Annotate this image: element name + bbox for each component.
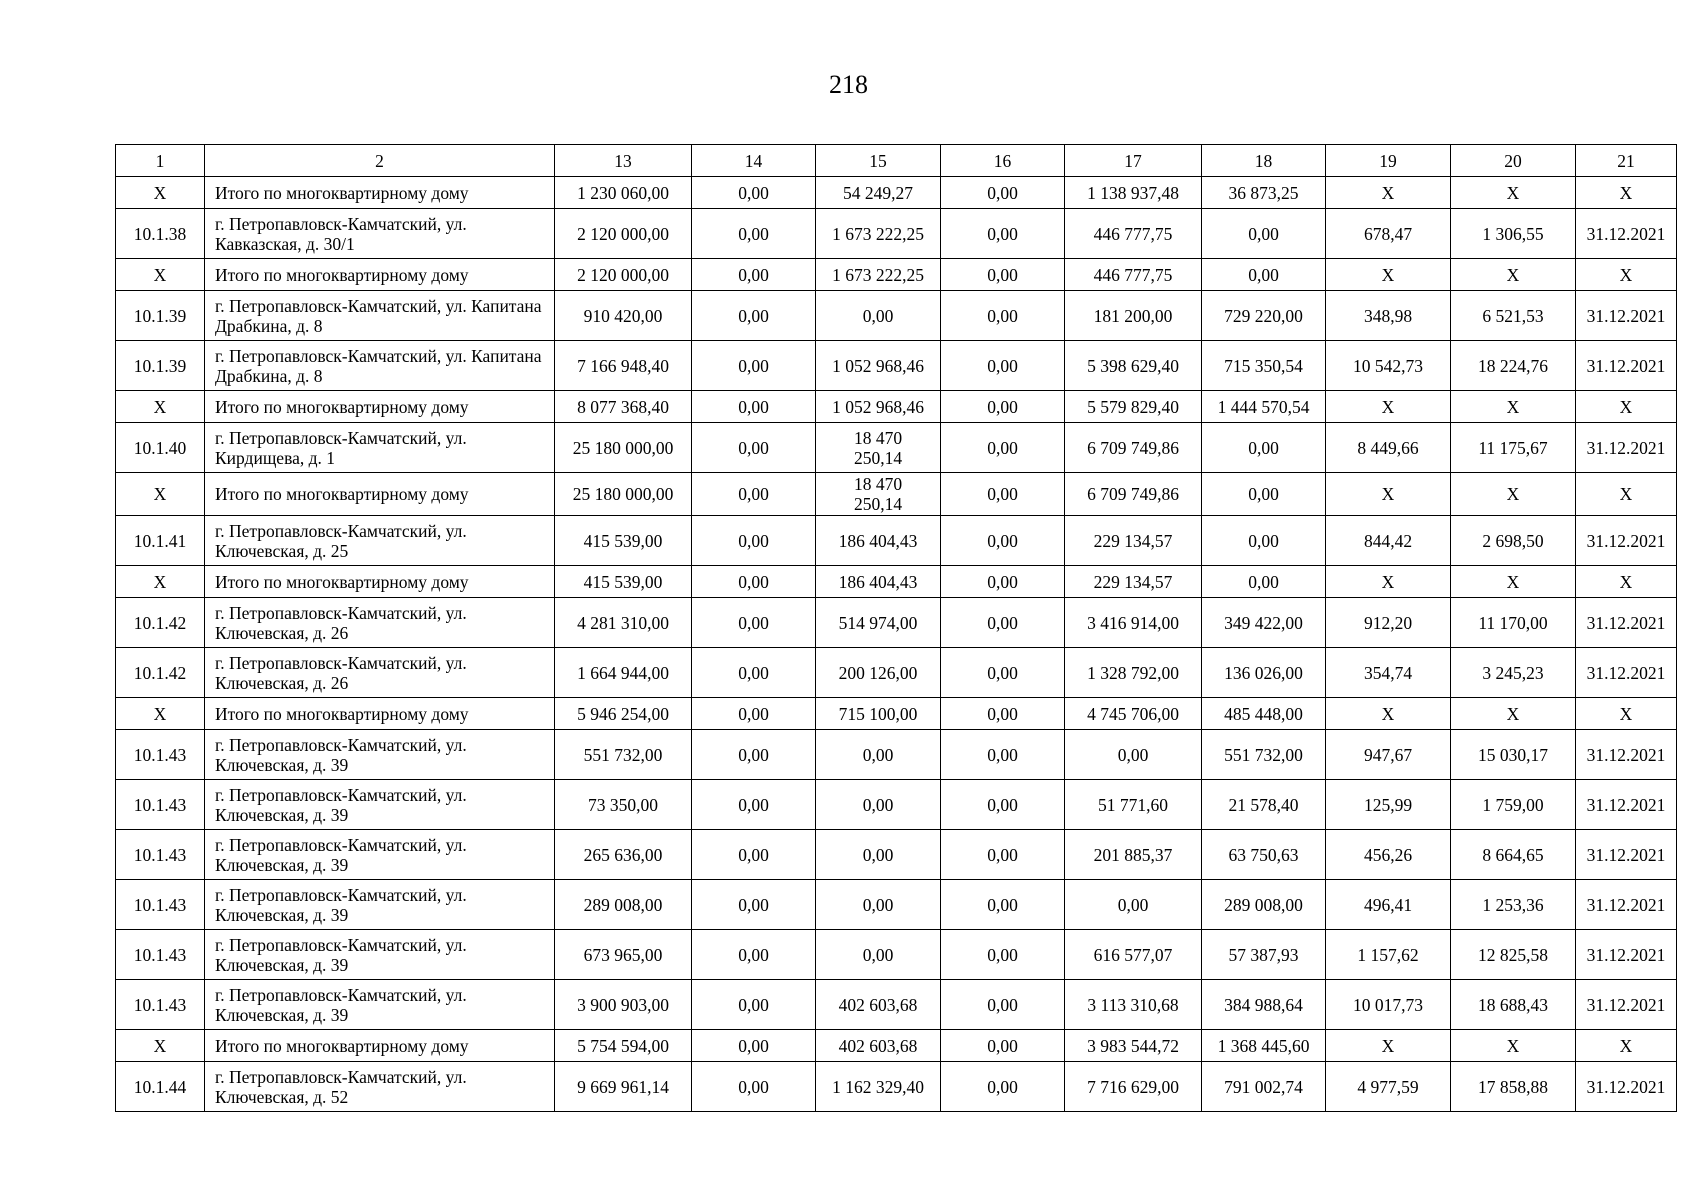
table-cell: 1 444 570,54 bbox=[1202, 391, 1326, 423]
table-cell: 7 716 629,00 bbox=[1065, 1062, 1202, 1112]
table-cell: 186 404,43 bbox=[816, 566, 941, 598]
table-cell: 0,00 bbox=[692, 177, 816, 209]
table-cell: 348,98 bbox=[1326, 291, 1451, 341]
table-row bbox=[116, 780, 1677, 830]
address-cell: г. Петропавловск-Камчатский, ул. Ключевская, д. 26 bbox=[205, 648, 555, 698]
table-cell: 289 008,00 bbox=[555, 880, 692, 930]
table-cell: 265 636,00 bbox=[555, 830, 692, 880]
table-cell: 10.1.44 bbox=[116, 1062, 205, 1112]
table-cell: 0,00 bbox=[692, 780, 816, 830]
table-cell: 229 134,57 bbox=[1065, 516, 1202, 566]
table-cell: 402 603,68 bbox=[816, 1030, 941, 1062]
table-cell: 10.1.43 bbox=[116, 830, 205, 880]
table-cell: 0,00 bbox=[816, 291, 941, 341]
table-cell: 0,00 bbox=[692, 259, 816, 291]
table-cell: 1 759,00 bbox=[1451, 780, 1576, 830]
table-cell: 31.12.2021 bbox=[1576, 730, 1677, 780]
address-cell: г. Петропавловск-Камчатский, ул. Капитана Драбкина, д. 8 bbox=[205, 341, 555, 391]
table-cell: 0,00 bbox=[816, 930, 941, 980]
table-cell: X bbox=[1576, 698, 1677, 730]
table-row bbox=[116, 730, 1677, 780]
address-cell: Итого по многоквартирному дому bbox=[205, 566, 555, 598]
table-cell: 1 162 329,40 bbox=[816, 1062, 941, 1112]
table-cell: X bbox=[1451, 698, 1576, 730]
table-cell: 0,00 bbox=[692, 423, 816, 473]
table-cell: 0,00 bbox=[692, 391, 816, 423]
data-table bbox=[115, 144, 1677, 1112]
column-header: 19 bbox=[1326, 145, 1451, 177]
table-cell: 1 328 792,00 bbox=[1065, 648, 1202, 698]
address-cell: Итого по многоквартирному дому bbox=[205, 391, 555, 423]
total-row bbox=[116, 177, 1677, 209]
table-cell: 8 077 368,40 bbox=[555, 391, 692, 423]
table-cell: X bbox=[1451, 259, 1576, 291]
table-row bbox=[116, 598, 1677, 648]
address-cell: г. Петропавловск-Камчатский, ул. Кирдищева, д. 1 bbox=[205, 423, 555, 473]
table-cell: 0,00 bbox=[692, 291, 816, 341]
table-cell: X bbox=[1576, 1030, 1677, 1062]
table-cell: 229 134,57 bbox=[1065, 566, 1202, 598]
table-cell: 200 126,00 bbox=[816, 648, 941, 698]
address-cell: г. Петропавловск-Камчатский, ул. Ключевская, д. 39 bbox=[205, 830, 555, 880]
table-cell: 551 732,00 bbox=[1202, 730, 1326, 780]
table-cell: 6 521,53 bbox=[1451, 291, 1576, 341]
table-cell: 0,00 bbox=[1065, 730, 1202, 780]
table-cell: 0,00 bbox=[941, 291, 1065, 341]
column-header: 1 bbox=[116, 145, 205, 177]
table-cell: 456,26 bbox=[1326, 830, 1451, 880]
table-cell: 31.12.2021 bbox=[1576, 423, 1677, 473]
table-row bbox=[116, 1062, 1677, 1112]
table-cell: 1 306,55 bbox=[1451, 209, 1576, 259]
table-cell: 415 539,00 bbox=[555, 566, 692, 598]
table-cell: 25 180 000,00 bbox=[555, 423, 692, 473]
table-cell: X bbox=[1326, 473, 1451, 516]
column-header: 15 bbox=[816, 145, 941, 177]
table-cell: 0,00 bbox=[1202, 566, 1326, 598]
table-cell: 12 825,58 bbox=[1451, 930, 1576, 980]
table-cell: 8 664,65 bbox=[1451, 830, 1576, 880]
table-cell: 0,00 bbox=[941, 598, 1065, 648]
table-cell: 0,00 bbox=[692, 648, 816, 698]
address-cell: г. Петропавловск-Камчатский, ул. Ключевская, д. 39 bbox=[205, 980, 555, 1030]
table-cell: 496,41 bbox=[1326, 880, 1451, 930]
table-cell: 1 052 968,46 bbox=[816, 341, 941, 391]
table-cell: X bbox=[1326, 566, 1451, 598]
address-cell: г. Петропавловск-Камчатский, ул. Ключевская, д. 25 bbox=[205, 516, 555, 566]
table-cell: 384 988,64 bbox=[1202, 980, 1326, 1030]
table-cell: 514 974,00 bbox=[816, 598, 941, 648]
table-cell: 10.1.42 bbox=[116, 598, 205, 648]
table-cell: 7 166 948,40 bbox=[555, 341, 692, 391]
table-cell: 0,00 bbox=[941, 930, 1065, 980]
table-cell: 10.1.43 bbox=[116, 730, 205, 780]
table-cell: 10.1.39 bbox=[116, 341, 205, 391]
table-cell: 844,42 bbox=[1326, 516, 1451, 566]
table-cell: 0,00 bbox=[692, 516, 816, 566]
table-cell: 485 448,00 bbox=[1202, 698, 1326, 730]
table-cell: 10.1.43 bbox=[116, 880, 205, 930]
table-row bbox=[116, 880, 1677, 930]
table-cell: 1 052 968,46 bbox=[816, 391, 941, 423]
table-cell: 10.1.43 bbox=[116, 930, 205, 980]
table-cell: 616 577,07 bbox=[1065, 930, 1202, 980]
table-cell: X bbox=[116, 698, 205, 730]
table-cell: 18 470 250,14 bbox=[816, 473, 941, 516]
table-cell: 0,00 bbox=[941, 516, 1065, 566]
column-header: 17 bbox=[1065, 145, 1202, 177]
table-cell: 10.1.42 bbox=[116, 648, 205, 698]
address-cell: Итого по многоквартирному дому bbox=[205, 177, 555, 209]
table-cell: 0,00 bbox=[941, 980, 1065, 1030]
table-cell: X bbox=[1326, 391, 1451, 423]
table-cell: 31.12.2021 bbox=[1576, 291, 1677, 341]
table-cell: 673 965,00 bbox=[555, 930, 692, 980]
table-cell: X bbox=[1326, 259, 1451, 291]
table-cell: 0,00 bbox=[941, 1062, 1065, 1112]
address-cell: г. Петропавловск-Камчатский, ул. Ключевская, д. 26 bbox=[205, 598, 555, 648]
table-cell: X bbox=[1576, 259, 1677, 291]
table-cell: 715 100,00 bbox=[816, 698, 941, 730]
table-row bbox=[116, 291, 1677, 341]
table-cell: 73 350,00 bbox=[555, 780, 692, 830]
table-cell: X bbox=[1451, 473, 1576, 516]
table-cell: 0,00 bbox=[941, 880, 1065, 930]
table-cell: X bbox=[1576, 391, 1677, 423]
table-cell: X bbox=[1326, 698, 1451, 730]
table-cell: 402 603,68 bbox=[816, 980, 941, 1030]
table-cell: 10.1.43 bbox=[116, 980, 205, 1030]
table-cell: 0,00 bbox=[941, 473, 1065, 516]
table-cell: X bbox=[1451, 1030, 1576, 1062]
table-cell: 36 873,25 bbox=[1202, 177, 1326, 209]
table-cell: 4 281 310,00 bbox=[555, 598, 692, 648]
table-row bbox=[116, 209, 1677, 259]
table-cell: 0,00 bbox=[941, 177, 1065, 209]
table-cell: 0,00 bbox=[692, 341, 816, 391]
table-cell: X bbox=[116, 177, 205, 209]
address-cell: г. Петропавловск-Камчатский, ул. Ключевская, д. 39 bbox=[205, 880, 555, 930]
table-cell: 0,00 bbox=[1202, 473, 1326, 516]
table-cell: 3 983 544,72 bbox=[1065, 1030, 1202, 1062]
table-cell: 31.12.2021 bbox=[1576, 880, 1677, 930]
table-cell: 0,00 bbox=[816, 830, 941, 880]
total-row bbox=[116, 566, 1677, 598]
total-row bbox=[116, 259, 1677, 291]
table-cell: 1 673 222,25 bbox=[816, 209, 941, 259]
table-cell: X bbox=[1576, 473, 1677, 516]
table-cell: 0,00 bbox=[941, 830, 1065, 880]
table-cell: X bbox=[1451, 391, 1576, 423]
table-cell: 31.12.2021 bbox=[1576, 598, 1677, 648]
table-cell: 31.12.2021 bbox=[1576, 516, 1677, 566]
table-cell: 1 253,36 bbox=[1451, 880, 1576, 930]
page-number: 218 bbox=[829, 70, 868, 99]
table-cell: 0,00 bbox=[816, 730, 941, 780]
table-cell: 0,00 bbox=[692, 473, 816, 516]
table-cell: 5 398 629,40 bbox=[1065, 341, 1202, 391]
table-cell: 0,00 bbox=[692, 1030, 816, 1062]
table-cell: 1 368 445,60 bbox=[1202, 1030, 1326, 1062]
table-row bbox=[116, 648, 1677, 698]
column-header: 2 bbox=[205, 145, 555, 177]
table-cell: 0,00 bbox=[692, 930, 816, 980]
table-cell: 0,00 bbox=[692, 980, 816, 1030]
table-cell: 10.1.39 bbox=[116, 291, 205, 341]
column-header: 18 bbox=[1202, 145, 1326, 177]
table-cell: 0,00 bbox=[816, 880, 941, 930]
table-cell: 0,00 bbox=[692, 566, 816, 598]
table-cell: 136 026,00 bbox=[1202, 648, 1326, 698]
table-cell: 186 404,43 bbox=[816, 516, 941, 566]
table-cell: 31.12.2021 bbox=[1576, 980, 1677, 1030]
table-cell: 18 688,43 bbox=[1451, 980, 1576, 1030]
table-cell: 18 224,76 bbox=[1451, 341, 1576, 391]
table-row bbox=[116, 341, 1677, 391]
table-cell: 201 885,37 bbox=[1065, 830, 1202, 880]
table-cell: 0,00 bbox=[941, 391, 1065, 423]
table-cell: 9 669 961,14 bbox=[555, 1062, 692, 1112]
column-header: 21 bbox=[1576, 145, 1677, 177]
table-cell: 791 002,74 bbox=[1202, 1062, 1326, 1112]
table-cell: 289 008,00 bbox=[1202, 880, 1326, 930]
table-cell: 0,00 bbox=[941, 209, 1065, 259]
table-row bbox=[116, 980, 1677, 1030]
table-cell: 11 175,67 bbox=[1451, 423, 1576, 473]
table-cell: 0,00 bbox=[941, 566, 1065, 598]
table-cell: 8 449,66 bbox=[1326, 423, 1451, 473]
table-cell: 21 578,40 bbox=[1202, 780, 1326, 830]
table-cell: 0,00 bbox=[1202, 423, 1326, 473]
table-cell: X bbox=[116, 566, 205, 598]
table-cell: 0,00 bbox=[941, 648, 1065, 698]
table-cell: 0,00 bbox=[941, 341, 1065, 391]
address-cell: Итого по многоквартирному дому bbox=[205, 259, 555, 291]
table-cell: 0,00 bbox=[1202, 209, 1326, 259]
table-cell: 10.1.40 bbox=[116, 423, 205, 473]
table-cell: 51 771,60 bbox=[1065, 780, 1202, 830]
table-cell: 0,00 bbox=[1065, 880, 1202, 930]
table-cell: 31.12.2021 bbox=[1576, 341, 1677, 391]
table-cell: 4 977,59 bbox=[1326, 1062, 1451, 1112]
table-cell: 0,00 bbox=[692, 730, 816, 780]
table-cell: 349 422,00 bbox=[1202, 598, 1326, 648]
table-cell: 0,00 bbox=[941, 698, 1065, 730]
table-cell: 4 745 706,00 bbox=[1065, 698, 1202, 730]
table-cell: X bbox=[116, 391, 205, 423]
column-header: 20 bbox=[1451, 145, 1576, 177]
table-cell: 0,00 bbox=[941, 1030, 1065, 1062]
table-cell: 0,00 bbox=[941, 423, 1065, 473]
table-cell: 1 157,62 bbox=[1326, 930, 1451, 980]
address-cell: г. Петропавловск-Камчатский, ул. Ключевская, д. 39 bbox=[205, 930, 555, 980]
table-cell: 25 180 000,00 bbox=[555, 473, 692, 516]
table-cell: 1 138 937,48 bbox=[1065, 177, 1202, 209]
table-cell: 31.12.2021 bbox=[1576, 830, 1677, 880]
table-cell: 415 539,00 bbox=[555, 516, 692, 566]
table-cell: 0,00 bbox=[692, 598, 816, 648]
table-cell: 125,99 bbox=[1326, 780, 1451, 830]
table-cell: 10.1.38 bbox=[116, 209, 205, 259]
table-cell: 446 777,75 bbox=[1065, 259, 1202, 291]
table-cell: 31.12.2021 bbox=[1576, 1062, 1677, 1112]
table-cell: 0,00 bbox=[941, 259, 1065, 291]
table-cell: 0,00 bbox=[1202, 516, 1326, 566]
table-cell: 31.12.2021 bbox=[1576, 780, 1677, 830]
table-cell: 11 170,00 bbox=[1451, 598, 1576, 648]
table-cell: X bbox=[116, 473, 205, 516]
table-cell: 18 470 250,14 bbox=[816, 423, 941, 473]
table-cell: 5 579 829,40 bbox=[1065, 391, 1202, 423]
table-cell: 0,00 bbox=[692, 880, 816, 930]
table-cell: 1 664 944,00 bbox=[555, 648, 692, 698]
table-cell: 729 220,00 bbox=[1202, 291, 1326, 341]
table-cell: 0,00 bbox=[941, 780, 1065, 830]
address-cell: г. Петропавловск-Камчатский, ул. Капитана Драбкина, д. 8 bbox=[205, 291, 555, 341]
table-cell: 715 350,54 bbox=[1202, 341, 1326, 391]
table-cell: 0,00 bbox=[692, 1062, 816, 1112]
total-row bbox=[116, 698, 1677, 730]
header-row bbox=[116, 145, 1677, 177]
table-cell: 63 750,63 bbox=[1202, 830, 1326, 880]
table-cell: X bbox=[116, 259, 205, 291]
table-cell: 2 120 000,00 bbox=[555, 259, 692, 291]
table-cell: X bbox=[1326, 177, 1451, 209]
address-cell: Итого по многоквартирному дому bbox=[205, 473, 555, 516]
table-cell: 354,74 bbox=[1326, 648, 1451, 698]
table-cell: 0,00 bbox=[692, 698, 816, 730]
table-cell: 10.1.43 bbox=[116, 780, 205, 830]
table-cell: 6 709 749,86 bbox=[1065, 423, 1202, 473]
table-row bbox=[116, 930, 1677, 980]
table-cell: 181 200,00 bbox=[1065, 291, 1202, 341]
table-cell: 0,00 bbox=[816, 780, 941, 830]
table-cell: 0,00 bbox=[941, 730, 1065, 780]
table-cell: X bbox=[1576, 177, 1677, 209]
table-cell: 5 946 254,00 bbox=[555, 698, 692, 730]
table-cell: 57 387,93 bbox=[1202, 930, 1326, 980]
column-header: 14 bbox=[692, 145, 816, 177]
table-cell: 3 245,23 bbox=[1451, 648, 1576, 698]
table-cell: 54 249,27 bbox=[816, 177, 941, 209]
table-cell: 15 030,17 bbox=[1451, 730, 1576, 780]
table-cell: 6 709 749,86 bbox=[1065, 473, 1202, 516]
table-cell: 5 754 594,00 bbox=[555, 1030, 692, 1062]
total-row bbox=[116, 1030, 1677, 1062]
table-cell: X bbox=[1326, 1030, 1451, 1062]
table-cell: 3 900 903,00 bbox=[555, 980, 692, 1030]
table-cell: 3 113 310,68 bbox=[1065, 980, 1202, 1030]
table-body bbox=[116, 145, 1677, 1112]
total-row bbox=[116, 473, 1677, 516]
total-row bbox=[116, 391, 1677, 423]
table-cell: 910 420,00 bbox=[555, 291, 692, 341]
table-cell: 678,47 bbox=[1326, 209, 1451, 259]
table-cell: 2 698,50 bbox=[1451, 516, 1576, 566]
table-cell: 0,00 bbox=[692, 830, 816, 880]
table-row bbox=[116, 830, 1677, 880]
table-cell: X bbox=[1451, 566, 1576, 598]
table-cell: X bbox=[1451, 177, 1576, 209]
table-cell: 0,00 bbox=[692, 209, 816, 259]
table-cell: 3 416 914,00 bbox=[1065, 598, 1202, 648]
table-cell: 446 777,75 bbox=[1065, 209, 1202, 259]
table-cell: 947,67 bbox=[1326, 730, 1451, 780]
table-cell: 31.12.2021 bbox=[1576, 930, 1677, 980]
table-cell: 31.12.2021 bbox=[1576, 648, 1677, 698]
table-cell: 10 017,73 bbox=[1326, 980, 1451, 1030]
table-cell: X bbox=[1576, 566, 1677, 598]
table-cell: 0,00 bbox=[1202, 259, 1326, 291]
table-row bbox=[116, 423, 1677, 473]
table-cell: X bbox=[116, 1030, 205, 1062]
table-cell: 10 542,73 bbox=[1326, 341, 1451, 391]
table-cell: 912,20 bbox=[1326, 598, 1451, 648]
address-cell: г. Петропавловск-Камчатский, ул. Ключевская, д. 39 bbox=[205, 780, 555, 830]
table-cell: 1 673 222,25 bbox=[816, 259, 941, 291]
table-cell: 2 120 000,00 bbox=[555, 209, 692, 259]
address-cell: г. Петропавловск-Камчатский, ул. Ключевская, д. 52 bbox=[205, 1062, 555, 1112]
address-cell: г. Петропавловск-Камчатский, ул. Кавказская, д. 30/1 bbox=[205, 209, 555, 259]
table-cell: 551 732,00 bbox=[555, 730, 692, 780]
table-cell: 17 858,88 bbox=[1451, 1062, 1576, 1112]
address-cell: Итого по многоквартирному дому bbox=[205, 1030, 555, 1062]
column-header: 16 bbox=[941, 145, 1065, 177]
table-cell: 31.12.2021 bbox=[1576, 209, 1677, 259]
table-cell: 10.1.41 bbox=[116, 516, 205, 566]
table-cell: 1 230 060,00 bbox=[555, 177, 692, 209]
table-row bbox=[116, 516, 1677, 566]
column-header: 13 bbox=[555, 145, 692, 177]
address-cell: г. Петропавловск-Камчатский, ул. Ключевская, д. 39 bbox=[205, 730, 555, 780]
address-cell: Итого по многоквартирному дому bbox=[205, 698, 555, 730]
